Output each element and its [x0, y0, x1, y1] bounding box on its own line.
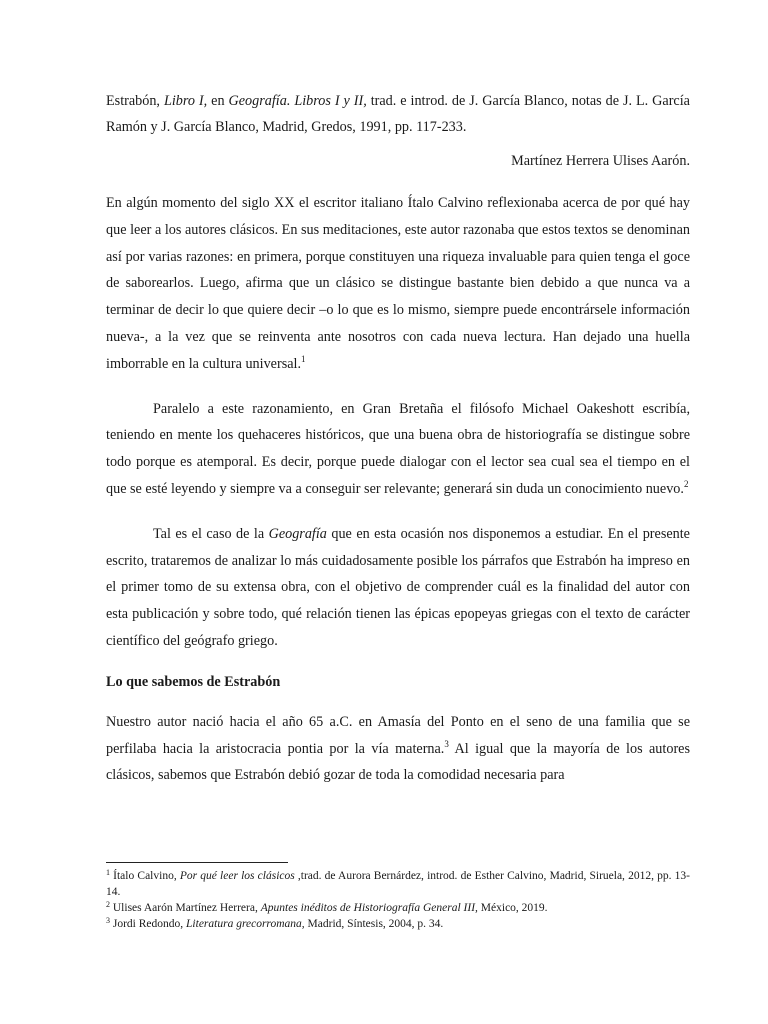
footnote-text: ,trad. de Aurora Bernárdez, introd. de Esther Calvino, Madrid, Siruela, 2012, pp. 13-14.	[106, 870, 690, 898]
footnote-divider	[106, 862, 288, 863]
paragraph-text: que en esta ocasión nos disponemos a estudiar. En el presente escrito, trataremos de analizar lo más cuidadosamente posible los párrafos que Estrabón ha impreso en el primer tomo de su extensa obra, con el objetivo de comprender cuál es la finalidad del autor con esta publicación y sobre todo, qué relación tienen las épicas epopeyas griegas con el texto de carácter científico del geógrafo griego.	[106, 525, 690, 649]
footnote-italic-title: Por qué leer los clásicos	[179, 870, 295, 882]
footnote-text: Ulises Aarón Martínez Herrera,	[110, 902, 261, 914]
reference-text: Estrabón,	[106, 93, 164, 109]
paragraph-text: En algún momento del siglo XX el escritor italiano Ítalo Calvino reflexionaba acerca de por qué hay que leer a los autores clásicos. En sus meditaciones, este autor razonaba que estos textos se denominan así por varias razones: en primera, porque constituyen una riqueza invaluable para quien tenga el goce de saborearlos. Luego, afirma que un clásico se distingue bastante bien debido a que nunca va a terminar de decir lo que quiere decir –o lo que es lo mismo, siempre puede encontrársele información nueva-, a la vez que se reinventa ante nosotros con cada nueva lectura. Han dejado una huella imborrable en la cultura universal.	[106, 195, 690, 372]
paragraph-text: Nuestro autor nació hacia el año 65 a.C. en Amasía del Ponto en el seno de una familia que se perfilaba hacia la aristocracia pontia por la vía materna.	[106, 713, 690, 757]
reference-italic-work: Geografía. Libros I y II,	[228, 93, 367, 109]
footnote-italic-title: Apuntes inéditos de Historiografía General III,	[260, 902, 478, 914]
bibliographic-reference	[106, 88, 690, 140]
footnote-number: 1	[106, 868, 110, 877]
paragraph-text: Tal es el caso de la	[153, 525, 269, 542]
footnote-number: 3	[106, 916, 110, 925]
footnote-2	[106, 900, 690, 916]
reference-text: trad. e introd. de J. García Blanco, notas de J. L. García Ramón y J. García Blanco, Madrid, Gredos, 1991, pp. 117-233.	[106, 93, 690, 135]
paragraph-3	[106, 521, 690, 655]
footnote-1	[106, 868, 690, 900]
paragraph-text: Al igual que la mayoría de los autores clásicos, sabemos que Estrabón debió gozar de toda la comodidad necesaria para	[106, 740, 690, 784]
paragraph-4	[106, 709, 690, 789]
reference-text: en	[207, 93, 229, 109]
footnote-number: 2	[106, 900, 110, 909]
footnote-text: Madrid, Síntesis, 2004, p. 34.	[304, 918, 444, 930]
paragraph-2	[106, 396, 690, 503]
footnote-marker-1[interactable]: 1	[301, 353, 306, 364]
author-name: Martínez Herrera Ulises Aarón.	[511, 153, 690, 169]
paragraph-italic-title: Geografía	[268, 525, 327, 542]
footnote-text: México, 2019.	[477, 902, 548, 914]
footnote-marker-2[interactable]: 2	[683, 478, 689, 489]
footnote-italic-title: Literatura grecorromana,	[186, 918, 305, 930]
footnote-marker-3[interactable]: 3	[444, 738, 449, 749]
paragraph-1	[106, 190, 690, 378]
footnote-3	[106, 916, 690, 932]
footnote-text: Jordi Redondo,	[110, 918, 187, 930]
paragraph-text: Paralelo a este razonamiento, en Gran Bretaña el filósofo Michael Oakeshott escribía, teniendo en mente los quehaceres históricos, que una buena obra de historiografía se distingue sobre todo porque es atemporal. Es decir, porque puede dialogar con el lector sea cual sea el tiempo en el que se esté leyendo y siempre va a conseguir ser relevante; generará sin duda un conocimiento nuevo.	[106, 400, 690, 497]
footnote-text: Ítalo Calvino,	[110, 870, 180, 882]
reference-italic-title: Libro I,	[163, 93, 208, 109]
footnotes-section	[106, 862, 690, 932]
document-page	[106, 88, 690, 789]
section-heading: Lo que sabemos de Estrabón	[106, 673, 281, 690]
